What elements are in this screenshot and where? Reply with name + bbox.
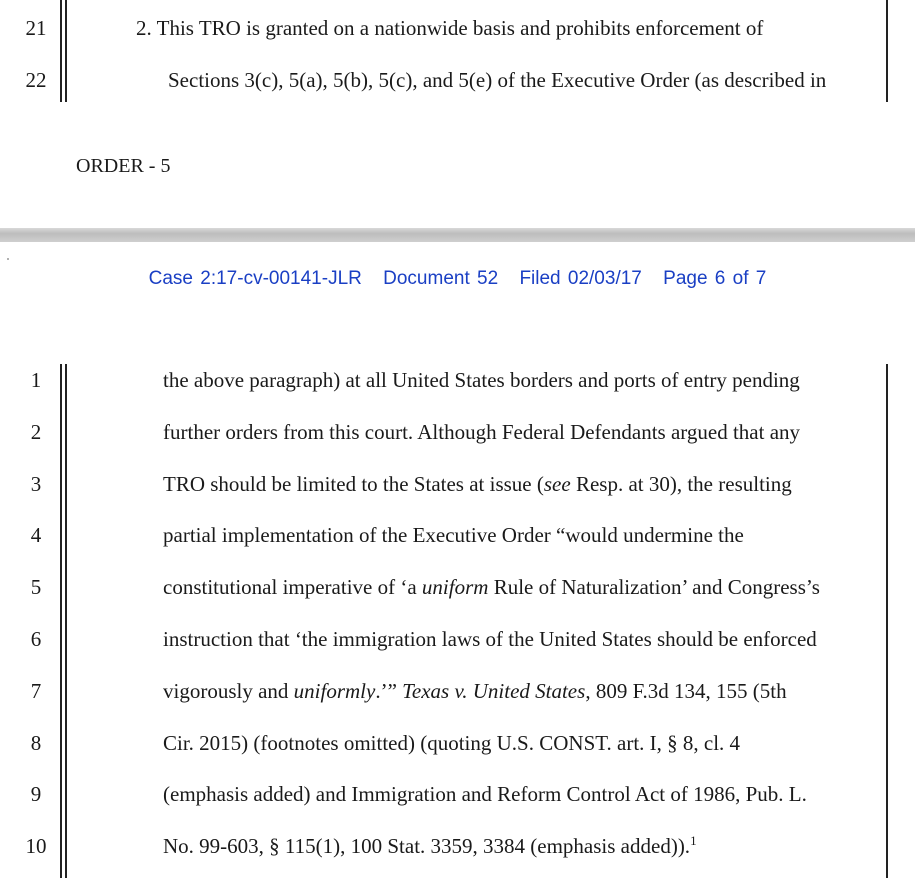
line-number: 6 — [30, 627, 42, 651]
italic-segment: Texas v. United States — [402, 678, 586, 703]
text-line — [163, 834, 697, 858]
page-6 — [0, 242, 915, 878]
italic-segment: uniform — [421, 575, 489, 600]
text-segment: constitutional imperative of ‘a — [163, 575, 422, 600]
text-line — [168, 68, 826, 92]
line-number: 8 — [30, 730, 42, 755]
text-segment: partial implementation of the Executive Order “would undermine the — [163, 523, 744, 548]
case-header — [0, 268, 915, 290]
text-segment: TRO should be limited to the States at issue ( — [163, 471, 544, 496]
text-segment: vigorously and — [163, 678, 294, 703]
line-number: 7 — [30, 678, 42, 703]
line-number: 9 — [30, 782, 42, 807]
text-line — [163, 782, 807, 806]
text-line — [136, 16, 763, 40]
line-number: 21 — [25, 16, 47, 40]
text-segment: further orders from this court. Although Federal Defendants argued that any — [163, 419, 801, 444]
text-line — [163, 523, 744, 547]
filed-date: Filed 02/03/17 — [519, 268, 642, 289]
italic-segment: see — [543, 471, 571, 496]
text-line — [163, 420, 800, 444]
case-number: Case 2:17-cv-00141-JLR — [148, 268, 362, 289]
text-segment: , 809 F.3d 134, 155 (5th — [585, 678, 787, 703]
line-number: 1 — [30, 368, 42, 392]
page-separator — [0, 228, 915, 242]
italic-segment: uniformly — [293, 678, 376, 703]
text-line — [163, 575, 820, 599]
text-segment: Resp. at 30), the resulting — [570, 471, 792, 496]
margin-rule-left-2 — [65, 0, 67, 102]
text-segment: the above paragraph) at all United States borders and ports of entry pending — [163, 368, 800, 392]
text-line — [163, 472, 792, 496]
line-number: 5 — [30, 575, 42, 600]
text-segment: Cir. 2015) (footnotes omitted) (quoting U.S. CONST. art. I, § 8, cl. 4 — [163, 730, 741, 755]
text-line — [163, 368, 800, 392]
line-number: 3 — [30, 471, 42, 496]
margin-rule-left-1 — [60, 364, 62, 878]
page-footer: ORDER - 5 — [76, 155, 171, 177]
footnote-marker[interactable]: 1 — [690, 833, 697, 849]
text-segment: 2. This TRO is granted on a nationwide basis and prohibits enforcement of — [136, 16, 764, 40]
text-line — [163, 731, 740, 755]
text-segment: (emphasis added) and Immigration and Reform Control Act of 1986, Pub. L. — [163, 782, 807, 807]
document-number: Document 52 — [383, 268, 499, 289]
scan-speck — [7, 258, 9, 260]
line-number: 2 — [30, 419, 42, 444]
text-segment: instruction that ‘the immigration laws of the United States should be enforced — [163, 627, 817, 651]
line-number: 4 — [30, 523, 42, 548]
text-segment: No. 99-603, § 115(1), 100 Stat. 3359, 3384 (emphasis added)). — [163, 834, 691, 859]
line-number: 10 — [25, 834, 47, 859]
text-segment: Rule of Naturalization’ and Congress’s — [488, 575, 820, 600]
page-indicator: Page 6 of 7 — [663, 268, 767, 289]
margin-rule-left-2 — [65, 364, 67, 878]
text-segment: .’” — [375, 678, 403, 703]
text-line — [163, 679, 787, 703]
margin-rule-left-1 — [60, 0, 62, 102]
page-5-fragment — [0, 0, 915, 228]
text-segment: Sections 3(c), 5(a), 5(b), 5(c), and 5(e) of the Executive Order (as described in — [168, 68, 827, 92]
margin-rule-right — [886, 0, 888, 102]
line-number: 22 — [25, 68, 47, 92]
text-line — [163, 627, 817, 651]
margin-rule-right — [886, 364, 888, 878]
